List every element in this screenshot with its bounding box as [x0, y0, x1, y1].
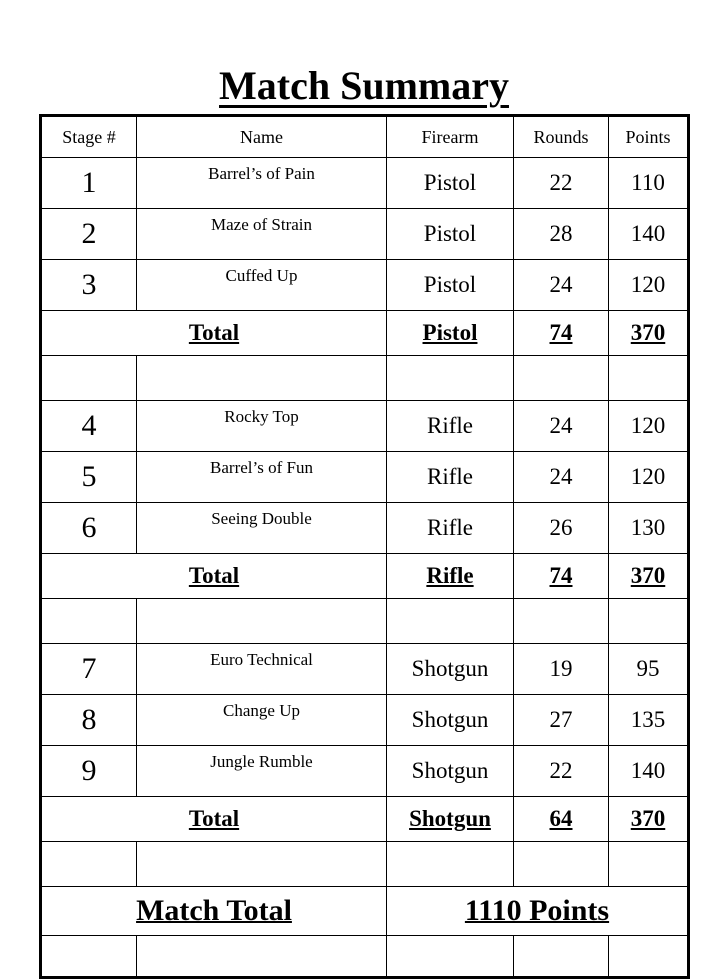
stage-name: Cuffed Up: [137, 260, 387, 311]
stage-points: 110: [609, 158, 689, 209]
total-points: 370: [609, 797, 689, 842]
empty-cell: [514, 936, 609, 978]
total-rounds: 74: [514, 311, 609, 356]
stage-number: 4: [41, 401, 137, 452]
pistol-total-row: [41, 311, 689, 356]
stage-name: Seeing Double: [137, 503, 387, 554]
stage-row: [41, 644, 689, 695]
rifle-total-row: [41, 554, 689, 599]
empty-cell: [387, 356, 514, 401]
stage-name: Euro Technical: [137, 644, 387, 695]
stage-rounds: 24: [514, 260, 609, 311]
empty-cell: [609, 599, 689, 644]
empty-cell: [41, 842, 137, 887]
stage-firearm: Shotgun: [387, 644, 514, 695]
total-firearm: Rifle: [387, 554, 514, 599]
total-label: Total: [41, 311, 387, 356]
total-label: Total: [41, 797, 387, 842]
stage-points: 130: [609, 503, 689, 554]
stage-number: 3: [41, 260, 137, 311]
total-rounds: 74: [514, 554, 609, 599]
stage-rounds: 19: [514, 644, 609, 695]
stage-firearm: Pistol: [387, 260, 514, 311]
stage-firearm: Shotgun: [387, 695, 514, 746]
stage-number: 7: [41, 644, 137, 695]
stage-points: 95: [609, 644, 689, 695]
empty-cell: [137, 356, 387, 401]
spacer-row: [41, 599, 689, 644]
stage-points: 140: [609, 746, 689, 797]
stage-points: 120: [609, 401, 689, 452]
empty-cell: [514, 599, 609, 644]
empty-cell: [41, 936, 137, 978]
match-total-label: Match Total: [41, 887, 387, 936]
shotgun-total-row: [41, 797, 689, 842]
stage-row: [41, 158, 689, 209]
page-title: Match Summary: [219, 63, 509, 108]
header-points: Points: [609, 116, 689, 158]
total-label: Total: [41, 554, 387, 599]
match-total-value: 1110 Points: [387, 887, 689, 936]
header-stage: Stage #: [41, 116, 137, 158]
stage-points: 140: [609, 209, 689, 260]
empty-cell: [387, 599, 514, 644]
stage-number: 5: [41, 452, 137, 503]
stage-points: 120: [609, 452, 689, 503]
match-summary-table: [39, 114, 690, 979]
stage-name: Maze of Strain: [137, 209, 387, 260]
stage-row: [41, 452, 689, 503]
stage-row: [41, 695, 689, 746]
empty-cell: [137, 599, 387, 644]
stage-firearm: Shotgun: [387, 746, 514, 797]
stage-firearm: Pistol: [387, 209, 514, 260]
empty-cell: [514, 842, 609, 887]
header-firearm: Firearm: [387, 116, 514, 158]
stage-number: 1: [41, 158, 137, 209]
total-rounds: 64: [514, 797, 609, 842]
stage-row: [41, 503, 689, 554]
header-row: [41, 116, 689, 158]
stage-rounds: 28: [514, 209, 609, 260]
empty-cell: [41, 356, 137, 401]
empty-cell: [609, 936, 689, 978]
header-rounds: Rounds: [514, 116, 609, 158]
match-total-row: [41, 887, 689, 936]
stage-name: Change Up: [137, 695, 387, 746]
empty-cell: [609, 842, 689, 887]
stage-firearm: Rifle: [387, 401, 514, 452]
stage-name: Barrel’s of Pain: [137, 158, 387, 209]
stage-rounds: 24: [514, 401, 609, 452]
total-firearm: Shotgun: [387, 797, 514, 842]
stage-points: 120: [609, 260, 689, 311]
stage-rounds: 26: [514, 503, 609, 554]
stage-rounds: 27: [514, 695, 609, 746]
stage-firearm: Rifle: [387, 503, 514, 554]
empty-cell: [609, 356, 689, 401]
stage-number: 8: [41, 695, 137, 746]
stage-number: 6: [41, 503, 137, 554]
stage-number: 2: [41, 209, 137, 260]
stage-row: [41, 260, 689, 311]
spacer-row: [41, 356, 689, 401]
empty-cell: [514, 356, 609, 401]
empty-cell: [387, 842, 514, 887]
spacer-row: [41, 936, 689, 978]
total-points: 370: [609, 311, 689, 356]
stage-firearm: Rifle: [387, 452, 514, 503]
empty-cell: [387, 936, 514, 978]
stage-rounds: 22: [514, 746, 609, 797]
header-name: Name: [137, 116, 387, 158]
empty-cell: [41, 599, 137, 644]
empty-cell: [137, 936, 387, 978]
stage-firearm: Pistol: [387, 158, 514, 209]
stage-row: [41, 209, 689, 260]
empty-cell: [137, 842, 387, 887]
total-points: 370: [609, 554, 689, 599]
stage-name: Barrel’s of Fun: [137, 452, 387, 503]
stage-rounds: 24: [514, 452, 609, 503]
stage-rounds: 22: [514, 158, 609, 209]
total-firearm: Pistol: [387, 311, 514, 356]
stage-name: Jungle Rumble: [137, 746, 387, 797]
spacer-row: [41, 842, 689, 887]
stage-row: [41, 746, 689, 797]
stage-row: [41, 401, 689, 452]
stage-number: 9: [41, 746, 137, 797]
stage-points: 135: [609, 695, 689, 746]
stage-name: Rocky Top: [137, 401, 387, 452]
